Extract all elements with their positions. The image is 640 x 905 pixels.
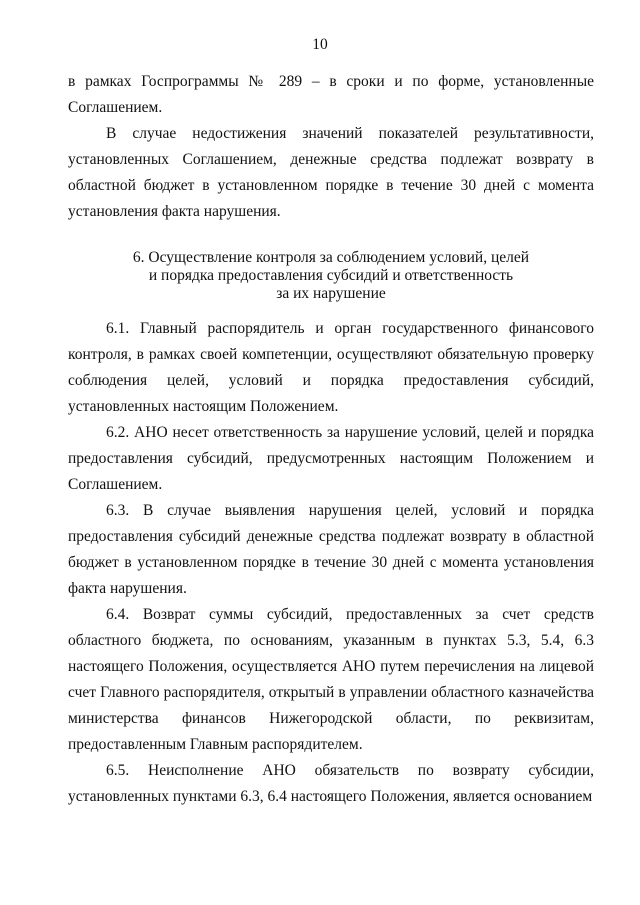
section-title-line-2: и порядка предоставления субсидий и ответственность (148, 267, 514, 284)
paragraph-6-1: 6.1. Главный распорядитель и орган государственного финансового контроля, в рамках своей компетенции, осуществляют обязательную проверку соблюдения целей, условий и порядка предоставления субсидий, установленных настоящим Положением. (68, 320, 594, 415)
section-title-line-1: 6. Осуществление контроля за соблюдением условий, целей (132, 249, 530, 266)
page-number: 10 (312, 36, 328, 53)
paragraph-6-5: 6.5. Неисполнение АНО обязательств по возврату субсидии, установленных пунктами 6.3, 6.4 настоящего Положения, является основанием (68, 762, 594, 805)
paragraph-6-4: 6.4. Возврат суммы субсидий, предоставленных за счет средств областного бюджета, по основаниям, указанным в пунктах 5.3, 5.4, 6.3 настоящего Положения, осуществляется АНО путем перечисления на лицевой счет Главного распорядителя, открытый в управлении областного казначейства министерства финансов Нижегородской области, по реквизитам, предоставленным Главным распорядителем. (68, 606, 594, 753)
paragraph-continuation: в рамках Госпрограммы № 289 – в сроки и по форме, установленные Соглашением. (68, 73, 594, 116)
paragraph-6-3: 6.3. В случае выявления нарушения целей, условий и порядка предоставления субсидий денежные средства подлежат возврату в областной бюджет в установленном порядке в течение 30 дней с момента установления факта нарушения. (68, 502, 594, 597)
section-title (68, 249, 594, 303)
intro-paragraphs (68, 69, 594, 225)
paragraph-6-2: 6.2. АНО несет ответственность за нарушение условий, целей и порядка предоставления субсидий, предусмотренных настоящим Положением и Соглашением. (68, 424, 594, 493)
section-title-line-3: за их нарушение (276, 285, 386, 302)
section-paragraphs (68, 316, 594, 810)
section-heading (68, 249, 594, 303)
paragraph-refund-condition: В случае недостижения значений показателей результативности, установленных Соглашением, денежные средства подлежат возврату в областной бюджет в установленном порядке в течение 30 дней с момента установления факта нарушения. (68, 125, 594, 220)
